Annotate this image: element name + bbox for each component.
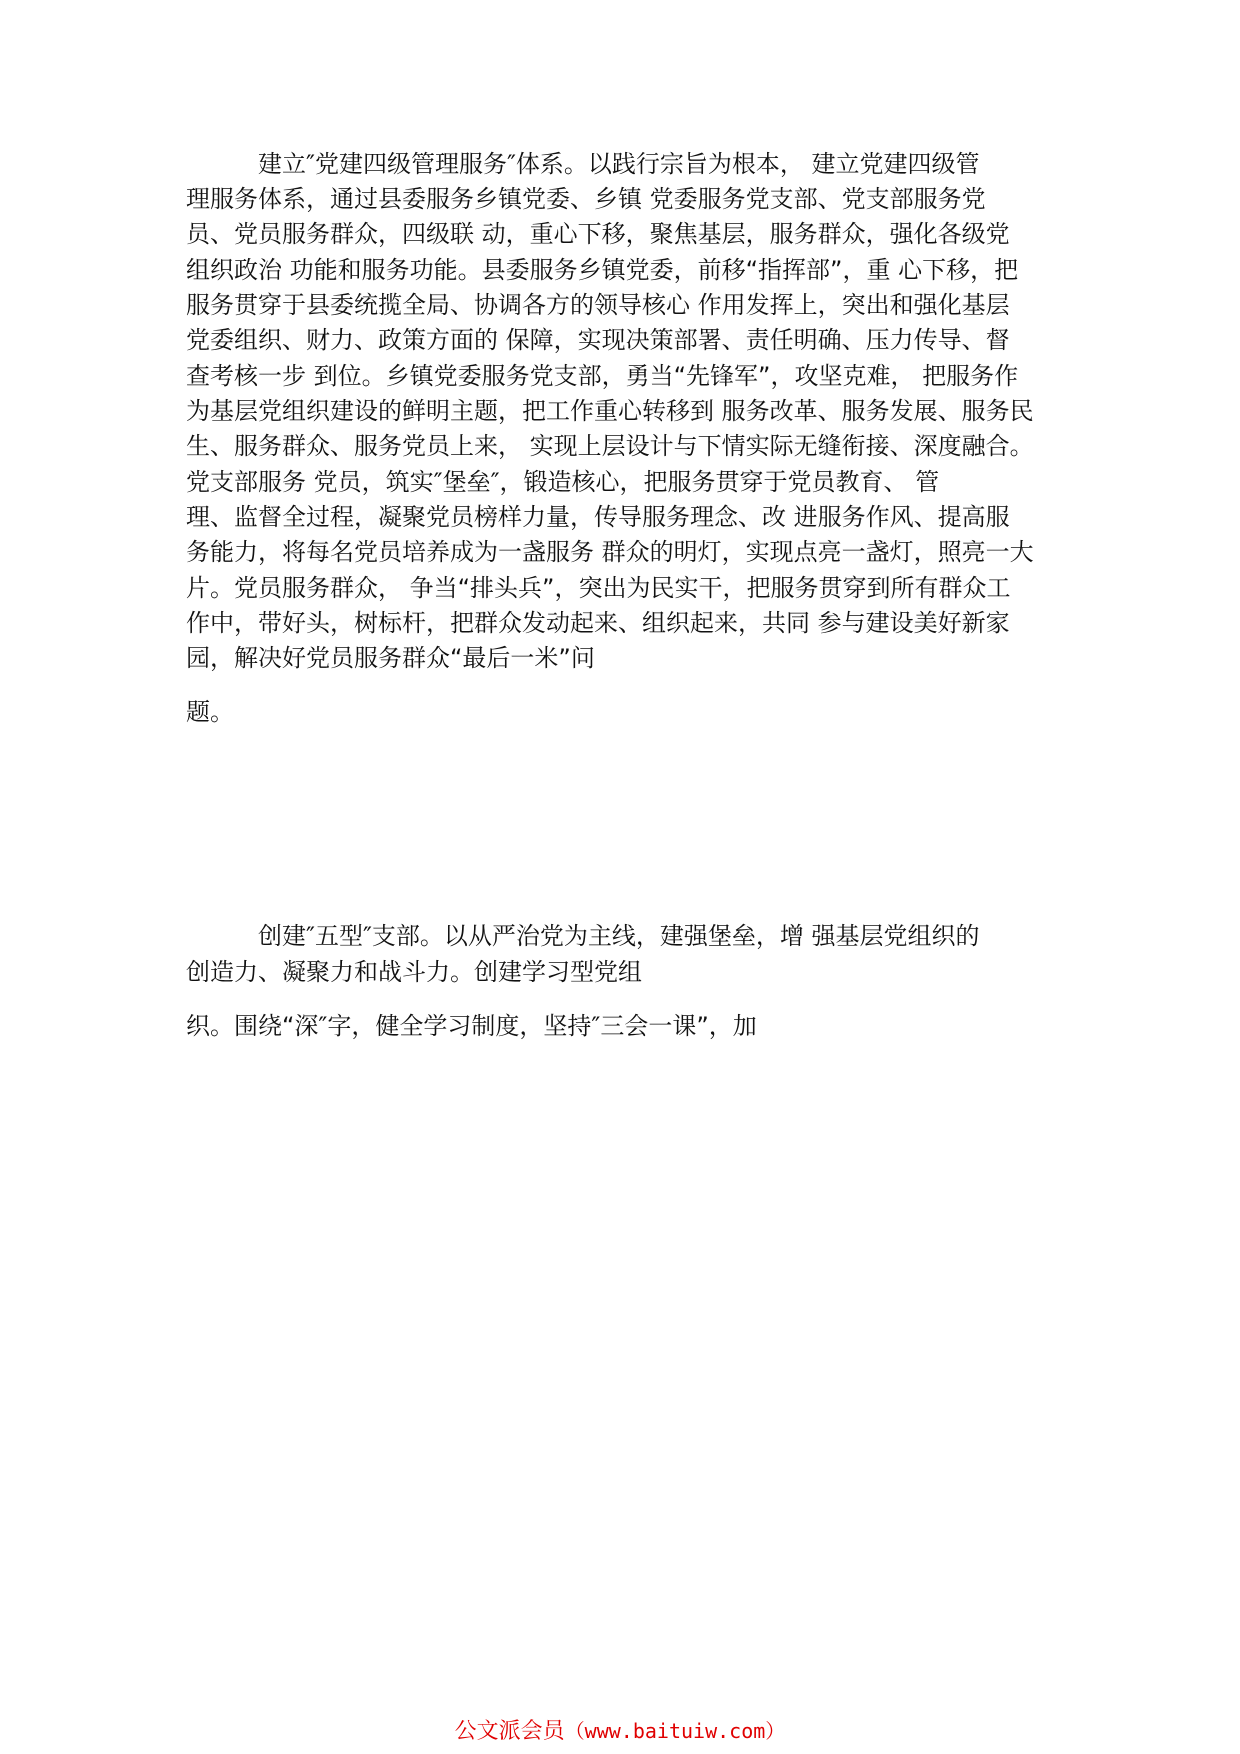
text-line: 园，解决好党员服务群众“最后一米”问 [186, 644, 595, 672]
text-line: 片。党员服务群众， 争当“排头兵”，突出为民实干，把服务贯穿到所有群众工 [186, 574, 1011, 602]
text-line: 建立″党建四级管理服务″体系。以践行宗旨为根本， 建立党建四级管 [258, 150, 980, 178]
footer-url: （www.baituiw.com） [564, 1719, 786, 1743]
text-line: 理、监督全过程，凝聚党员榜样力量，传导服务理念、改 进服务作风、提高服 [186, 503, 1010, 531]
footer-brand: 公文派会员 [454, 1719, 565, 1744]
text-line: 作中，带好头，树标杆，把群众发动起来、组织起来，共同 参与建设美好新家 [186, 609, 1010, 637]
footer-watermark [0, 1716, 1240, 1746]
text-line: 为基层党组织建设的鲜明主题，把工作重心转移到 服务改革、服务发展、服务民 [186, 397, 1034, 425]
paragraph-tail: 织。围绕“深″字，健全学习制度，坚持″三会一课”，加 [186, 1012, 757, 1040]
text-line: 组织政治 功能和服务功能。县委服务乡镇党委，前移“指挥部”，重 心下移，把 [186, 256, 1019, 284]
text-line: 生、服务群众、服务党员上来， 实现上层设计与下情实际无缝衔接、深度融合。 [186, 432, 1034, 460]
paragraph-tail: 题。 [186, 698, 234, 726]
text-line: 查考核一步 到位。乡镇党委服务党支部，勇当“先锋军”，攻坚克难， 把服务作 [186, 362, 1019, 390]
text-line: 理服务体系，通过县委服务乡镇党委、乡镇 党委服务党支部、党支部服务党 [186, 185, 986, 213]
text-line: 服务贯穿于县委统揽全局、协调各方的领导核心 作用发挥上，突出和强化基层 [186, 291, 1010, 319]
text-line: 务能力，将每名党员培养成为一盏服务 群众的明灯，实现点亮一盏灯，照亮一大 [186, 538, 1034, 566]
text-line: 员、党员服务群众，四级联 动，重心下移，聚焦基层，服务群众，强化各级党 [186, 220, 1010, 248]
text-line: 创造力、凝聚力和战斗力。创建学习型党组 [186, 958, 642, 986]
text-line: 党支部服务 党员，筑实″堡垒″，锻造核心，把服务贯穿于党员教育、 管 [186, 468, 940, 496]
text-line: 党委组织、财力、政策方面的 保障，实现决策部署、责任明确、压力传导、督 [186, 326, 1010, 354]
text-line: 创建″五型″支部。以从严治党为主线，建强堡垒，增 强基层党组织的 [258, 922, 980, 950]
